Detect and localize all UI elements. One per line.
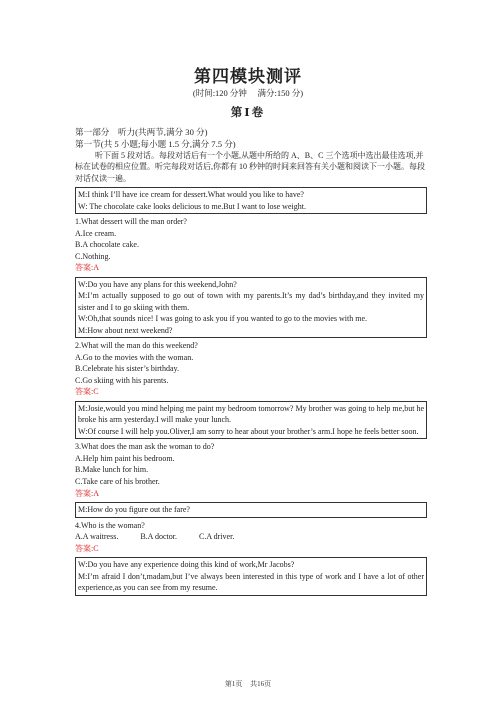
dialog-line: M:I’m actually supposed to go out of town with my parents.It’s my dad’s birthday,and they invited my sister and I to go skiing with them. — [78, 291, 424, 312]
option: C.A driver. — [199, 532, 235, 542]
option: B.A chocolate cake. — [75, 240, 139, 250]
option: A.Ice cream. — [75, 228, 117, 238]
option: B.A doctor. — [140, 532, 177, 542]
exam-info: (时间:120 分钟 满分:150 分) — [192, 88, 304, 98]
page-footer — [0, 679, 496, 689]
part-heading: 第一部分 听力(共两节,满分 30 分) — [75, 127, 208, 137]
dialog-line: W: The chocolate cake looks delicious to me.But I want to lose weight. — [78, 201, 306, 211]
page-total: 共16页 — [250, 680, 272, 688]
dialog-line: M:I’m afraid I don’t,madam,but I’ve always been interested in this type of work and I have a lot of other experience,as you can see from my resume. — [78, 571, 424, 593]
dialog-line: M:I think I’ll have ice cream for dessert.What would you like to have? — [78, 190, 304, 200]
option: A.A waitress. — [75, 532, 119, 542]
option-row — [75, 531, 427, 543]
volume-heading: 第Ⅰ卷 — [230, 107, 266, 119]
question-block — [75, 520, 427, 555]
option: B.Celebrate his sister’s birthday. — [75, 364, 179, 374]
answer: 答案:A — [75, 263, 99, 273]
option: C.Go skiing with his parents. — [75, 375, 169, 385]
page-title: 第四模块测评 — [194, 67, 302, 86]
dialog-line: W:Of course I will help you.Oliver,I am sorry to hear about your brother’s arm.I hope he feels better soon. — [78, 426, 419, 436]
question-text: 3.What does the man ask the woman to do? — [75, 442, 215, 452]
option: C.Nothing. — [75, 251, 111, 261]
question-text: 2.What will the man do this weekend? — [75, 341, 198, 351]
dialog-line: M:Josie,would you mind helping me paint my bedroom tomorrow? My brother was going to help me,but he broke his arm yesterday.I will make your lunch. — [78, 404, 424, 425]
answer: 答案:C — [75, 387, 99, 397]
dialog-box — [75, 401, 427, 439]
document-body — [75, 126, 427, 598]
answer: 答案:A — [75, 488, 99, 498]
option: C.Take care of his brother. — [75, 477, 160, 486]
option: B.Make lunch for him. — [75, 465, 149, 475]
page-number: 第1页 — [224, 680, 243, 688]
dialog-box — [75, 502, 427, 517]
dialog-box — [75, 277, 427, 338]
question-text: 1.What dessert will the man order? — [75, 217, 187, 227]
dialog-line: M:How about next weekend? — [78, 325, 173, 335]
dialog-box — [75, 187, 427, 214]
option: A.Go to the movies with the woman. — [75, 352, 194, 362]
dialog-line: M:How do you figure out the fare? — [78, 505, 190, 515]
dialog-line: W:Do you have any plans for this weekend,John? — [78, 280, 237, 289]
question-block — [75, 216, 427, 274]
question-block — [75, 441, 427, 499]
option: A.Help him paint his bedroom. — [75, 453, 175, 463]
question-block — [75, 340, 427, 398]
dialog-line: W:Oh,that sounds nice! I was going to ask you if you wanted to go to the movies with me. — [78, 314, 367, 324]
instructions: 听下面 5 段对话。每段对话后有一个小题,从题中所给的 A、B、C 三个选项中选出最佳选项,并标在试卷的相应位置。听完每段对话后,你都有 10 秒钟的时间来回答有关小题和阅读下一小题。每段对话仅读一遍。 — [75, 151, 425, 183]
dialog-line: W:Do you have any experience doing this kind of work,Mr Jacobs? — [78, 560, 295, 570]
question-text: 4.Who is the woman? — [75, 520, 145, 530]
answer: 答案:C — [75, 543, 99, 553]
section-heading: 第一节(共 5 小题;每小题 1.5 分,满分 7.5 分) — [75, 139, 236, 149]
dialog-box — [75, 557, 427, 595]
